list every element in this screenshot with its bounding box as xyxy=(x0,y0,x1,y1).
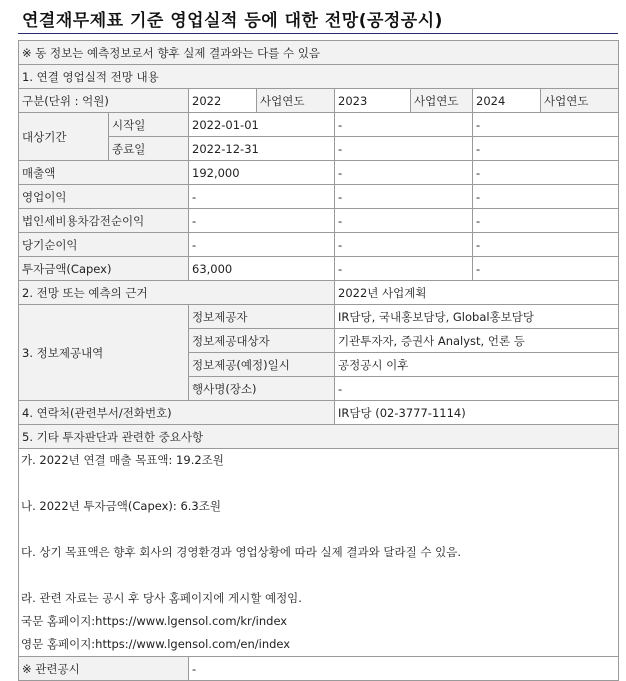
start-date-2024: - xyxy=(473,113,619,137)
end-date-2023: - xyxy=(335,137,473,161)
unit-label: 구분(단위 : 억원) xyxy=(19,89,189,113)
note-spacer xyxy=(19,472,618,495)
net-income-row xyxy=(19,233,619,257)
title-divider xyxy=(18,33,618,34)
notice-row xyxy=(19,41,619,65)
row-value-2022: - xyxy=(189,185,335,209)
info-item-value: 기관투자자, 증권사 Analyst, 언론 등 xyxy=(335,329,619,353)
capex-row xyxy=(19,257,619,281)
page-title: 연결재무제표 기준 영업실적 등에 대한 전망(공정공시) xyxy=(22,11,443,31)
row-value-2023: - xyxy=(335,233,473,257)
info-item-value: IR담당, 국내홍보담당, Global홍보담당 xyxy=(335,305,619,329)
notes-cell xyxy=(19,449,619,657)
section-4-value: IR담당 (02-3777-1114) xyxy=(335,401,619,425)
related-value: - xyxy=(189,657,619,681)
section-5-row xyxy=(19,425,619,449)
section-1-label: 1. 연결 영업실적 전망 내용 xyxy=(19,65,619,89)
row-label: 영업이익 xyxy=(19,185,189,209)
row-label: 당기순이익 xyxy=(19,233,189,257)
korean-homepage-link[interactable]: 국문 홈페이지:https://www.lgensol.com/kr/index xyxy=(21,614,288,628)
section-5-label: 5. 기타 투자판단과 관련한 중요사항 xyxy=(19,425,619,449)
row-label: 법인세비용차감전순이익 xyxy=(19,209,189,233)
section-4-label: 4. 연락처(관련부서/전화번호) xyxy=(19,401,335,425)
row-label: 매출액 xyxy=(19,161,189,185)
section-3-label: 3. 정보제공내역 xyxy=(19,305,189,401)
year-2022-suffix: 사업연도 xyxy=(257,89,335,113)
year-2023-suffix: 사업연도 xyxy=(411,89,473,113)
section-4-row xyxy=(19,401,619,425)
year-2024-suffix: 사업연도 xyxy=(541,89,619,113)
row-value-2023: - xyxy=(335,161,473,185)
section-1-row xyxy=(19,65,619,89)
revenue-row xyxy=(19,161,619,185)
end-date-label: 종료일 xyxy=(109,137,189,161)
row-value-2023: - xyxy=(335,257,473,281)
note-spacer xyxy=(19,518,618,541)
row-value-2022: - xyxy=(189,209,335,233)
start-date-2022: 2022-01-01 xyxy=(189,113,335,137)
end-date-2022: 2022-12-31 xyxy=(189,137,335,161)
note-line: 라. 관련 자료는 공시 후 당사 홈페이지에 게시할 예정임. xyxy=(21,591,302,605)
period-end-row xyxy=(19,137,619,161)
year-2023: 2023 xyxy=(335,89,411,113)
row-value-2024: - xyxy=(473,209,619,233)
related-row xyxy=(19,657,619,681)
notes-row xyxy=(19,449,619,657)
notice-text: ※ 동 정보는 예측정보로서 향후 실제 결과와는 다를 수 있음 xyxy=(19,41,619,65)
start-date-2023: - xyxy=(335,113,473,137)
english-homepage-link[interactable]: 영문 홈페이지:https://www.lgensol.com/en/index xyxy=(21,637,291,651)
info-item-label: 정보제공(예정)일시 xyxy=(189,353,335,377)
info-item-label: 행사명(장소) xyxy=(189,377,335,401)
pretax-income-row xyxy=(19,209,619,233)
row-value-2024: - xyxy=(473,233,619,257)
info-item-label: 정보제공대상자 xyxy=(189,329,335,353)
info-item-value: 공정공시 이후 xyxy=(335,353,619,377)
title-bar xyxy=(0,0,626,38)
year-2024: 2024 xyxy=(473,89,541,113)
section-2-label: 2. 전망 또는 예측의 근거 xyxy=(19,281,335,305)
start-date-label: 시작일 xyxy=(109,113,189,137)
disclosure-table xyxy=(18,40,619,681)
info-provider-row xyxy=(19,305,619,329)
row-value-2023: - xyxy=(335,209,473,233)
end-date-2024: - xyxy=(473,137,619,161)
note-line: 가. 2022년 연결 매출 목표액: 19.2조원 xyxy=(21,453,224,467)
row-label: 투자금액(Capex) xyxy=(19,257,189,281)
row-value-2022: - xyxy=(189,233,335,257)
section-2-row xyxy=(19,281,619,305)
info-item-label: 정보제공자 xyxy=(189,305,335,329)
row-value-2024: - xyxy=(473,257,619,281)
operating-profit-row xyxy=(19,185,619,209)
note-spacer xyxy=(19,564,618,587)
row-value-2022: 192,000 xyxy=(189,161,335,185)
info-item-value: - xyxy=(335,377,619,401)
row-value-2023: - xyxy=(335,185,473,209)
period-label: 대상기간 xyxy=(19,113,109,161)
year-2022: 2022 xyxy=(189,89,257,113)
note-line: 다. 상기 목표액은 향후 회사의 경영환경과 영업상황에 따라 실제 결과와 달라질 수 있음. xyxy=(21,545,461,559)
row-value-2024: - xyxy=(473,161,619,185)
section-2-value: 2022년 사업계획 xyxy=(335,281,619,305)
row-value-2022: 63,000 xyxy=(189,257,335,281)
header-row xyxy=(19,89,619,113)
note-line: 나. 2022년 투자금액(Capex): 6.3조원 xyxy=(21,499,221,513)
row-value-2024: - xyxy=(473,185,619,209)
period-start-row xyxy=(19,113,619,137)
related-label: ※ 관련공시 xyxy=(19,657,189,681)
